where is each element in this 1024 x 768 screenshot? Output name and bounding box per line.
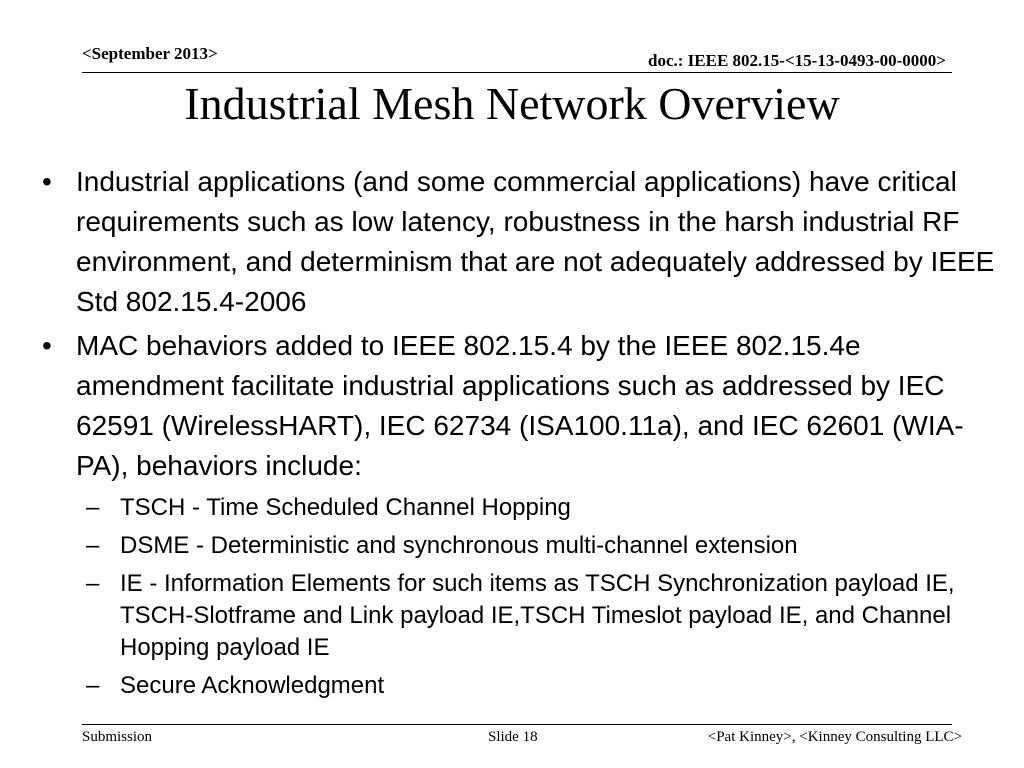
sub-bullet-item xyxy=(38,530,998,562)
bullet-item xyxy=(38,162,998,322)
bullet-text: MAC behaviors added to IEEE 802.15.4 by the IEEE 802.15.4e amendment facilitate industrial applications such as addressed by IEC 62591 (WirelessHART), IEC 62734 (ISA100.11a), and IEC 62601 (WIA-PA), behaviors include: xyxy=(76,330,964,481)
header-doc-id: doc.: IEEE 802.15-<15-13-0493-00-0000> xyxy=(648,51,946,70)
sub-bullet-item xyxy=(38,670,998,702)
bullet-text: Industrial applications (and some commercial applications) have critical requirements such as low latency, robustness in the harsh industrial RF environment, and determinism that are not adequately addressed by IEEE Std 802.15.4-2006 xyxy=(76,166,995,317)
slide-title: Industrial Mesh Network Overview xyxy=(184,78,840,129)
sub-bullet-text: DSME - Deterministic and synchronous multi-channel extension xyxy=(120,532,798,559)
footer-slide-number: Slide 18 xyxy=(488,729,538,745)
sub-bullet-text: IE - Information Elements for such items as TSCH Synchronization payload IE, TSCH-Slotframe and Link payload IE,TSCH Timeslot payload IE, and Channel Hopping payload IE xyxy=(120,570,955,661)
dash-marker: – xyxy=(86,532,100,559)
bullet-item xyxy=(38,326,998,486)
header-date: <September 2013> xyxy=(82,44,218,63)
footer-author: <Pat Kinney>, <Kinney Consulting LLC> xyxy=(707,729,962,745)
footer-submission: Submission xyxy=(82,729,153,745)
bullet-marker: • xyxy=(42,330,52,361)
dash-marker: – xyxy=(86,672,100,699)
sub-bullet-item xyxy=(38,492,998,524)
dash-marker: – xyxy=(86,494,100,521)
header-divider xyxy=(82,72,952,73)
dash-marker: – xyxy=(86,570,100,597)
sub-bullet-text: Secure Acknowledgment xyxy=(120,672,385,699)
footer-divider xyxy=(82,724,952,725)
sub-bullet-text: TSCH - Time Scheduled Channel Hopping xyxy=(120,494,571,521)
bullet-marker: • xyxy=(42,166,52,197)
sub-bullet-item xyxy=(38,568,998,664)
slide-body xyxy=(38,162,998,702)
